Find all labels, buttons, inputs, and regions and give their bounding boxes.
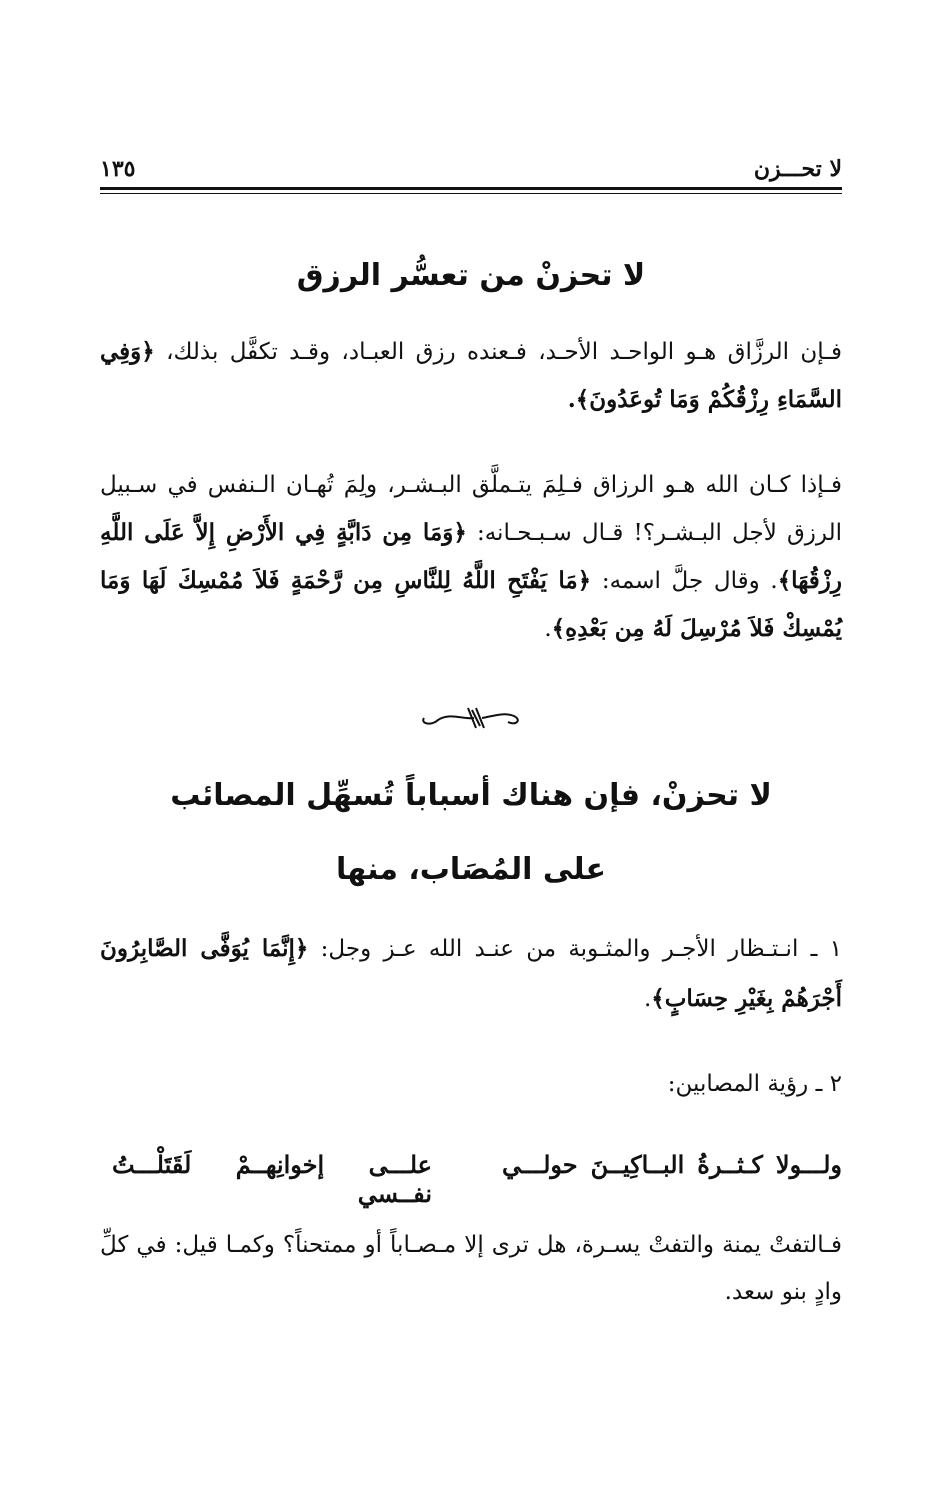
running-title: لا تحـــزن — [753, 156, 842, 182]
list-item-2: ٢ ـ رؤية المصابين: — [667, 1071, 842, 1097]
page-header — [100, 150, 842, 190]
paragraph-masaib-closing: فـالتفتْ يمنة والتفتْ يسـرة، هل ترى إلا مـصـاباً أو ممتحناً؟ وكمـا قيل: في كلِّ وادٍ بنو سعد. — [100, 1232, 842, 1305]
list-item-1 — [100, 924, 842, 1024]
section-heading-rizq: لا تحزنْ من تعسُّر الرزق — [296, 258, 646, 293]
list-item-text: ١ ـ انـتـظار الأجـر والمثـوبة من عنـد الله عـز وجل: — [308, 936, 842, 962]
paragraph-text: . — [544, 616, 552, 642]
paragraph-rizq-2 — [100, 462, 842, 653]
paragraph-rizq-1 — [100, 328, 842, 424]
list-item-text: . — [643, 986, 652, 1012]
verse-hemistich-first: ولـــولا كـثــرةُ البــاكِيــنَ حولـــي — [502, 1150, 842, 1179]
poetry-verse — [100, 1150, 842, 1208]
paragraph-text: فـإن الرزَّاق هـو الواحـد الأحـد، فـعنده رزق العبـاد، وقـد تكفَّل بذلك، — [154, 339, 842, 365]
quran-verse: ﴿إِنَّمَا يُوَفَّى الصَّابِرُونَ أَجْرَهُمْ بِغَيْرِ حِسَابٍ﴾ — [100, 935, 842, 1012]
paragraph-text: . وقال جلَّ اسمه: — [591, 568, 778, 594]
quran-verse: ﴿مَا يَفْتَحِ اللَّهُ لِلنَّاسِ مِن رَّحْمَةٍ فَلاَ مُمْسِكَ لَهَا وَمَا يُمْسِكْ فَلاَ مُرْسِلَ لَهُ مِن بَعْدِهِ﴾ — [100, 567, 842, 642]
section-divider-ornament — [416, 702, 526, 732]
paragraph-text: فـإذا كـان الله هـو الرزاق فـلِمَ يتـملَّق البـشـر، ولِمَ تُهـان الـنفس في سـبيل الرزق لأجل البـشـر؟! قـال سـبـحـانه: — [100, 472, 842, 546]
section-heading-masaib: لا تحزنْ، فإن هناك أسباباً تُسهِّل المصائب — [170, 778, 772, 813]
quran-verse: ﴿وَمَا مِن دَابَّةٍ فِي الأَرْضِ إِلاَّ عَلَى اللَّهِ رِزْقُهَا﴾ — [100, 519, 842, 594]
header-rule-thick — [100, 187, 842, 190]
verse-hemistich-second: علـــى إخوانِهــمْ لَقَتَلْـــتُ نفــسي — [112, 1150, 432, 1208]
page-number: ١٣٥ — [100, 156, 136, 182]
quran-verse: ﴿وَفِي السَّمَاءِ رِزْقُكُمْ وَمَا تُوعَدُونَ﴾. — [100, 338, 842, 413]
header-rule-thin — [100, 193, 842, 194]
section-heading-masaib-line2: على المُصَاب، منها — [336, 852, 606, 887]
